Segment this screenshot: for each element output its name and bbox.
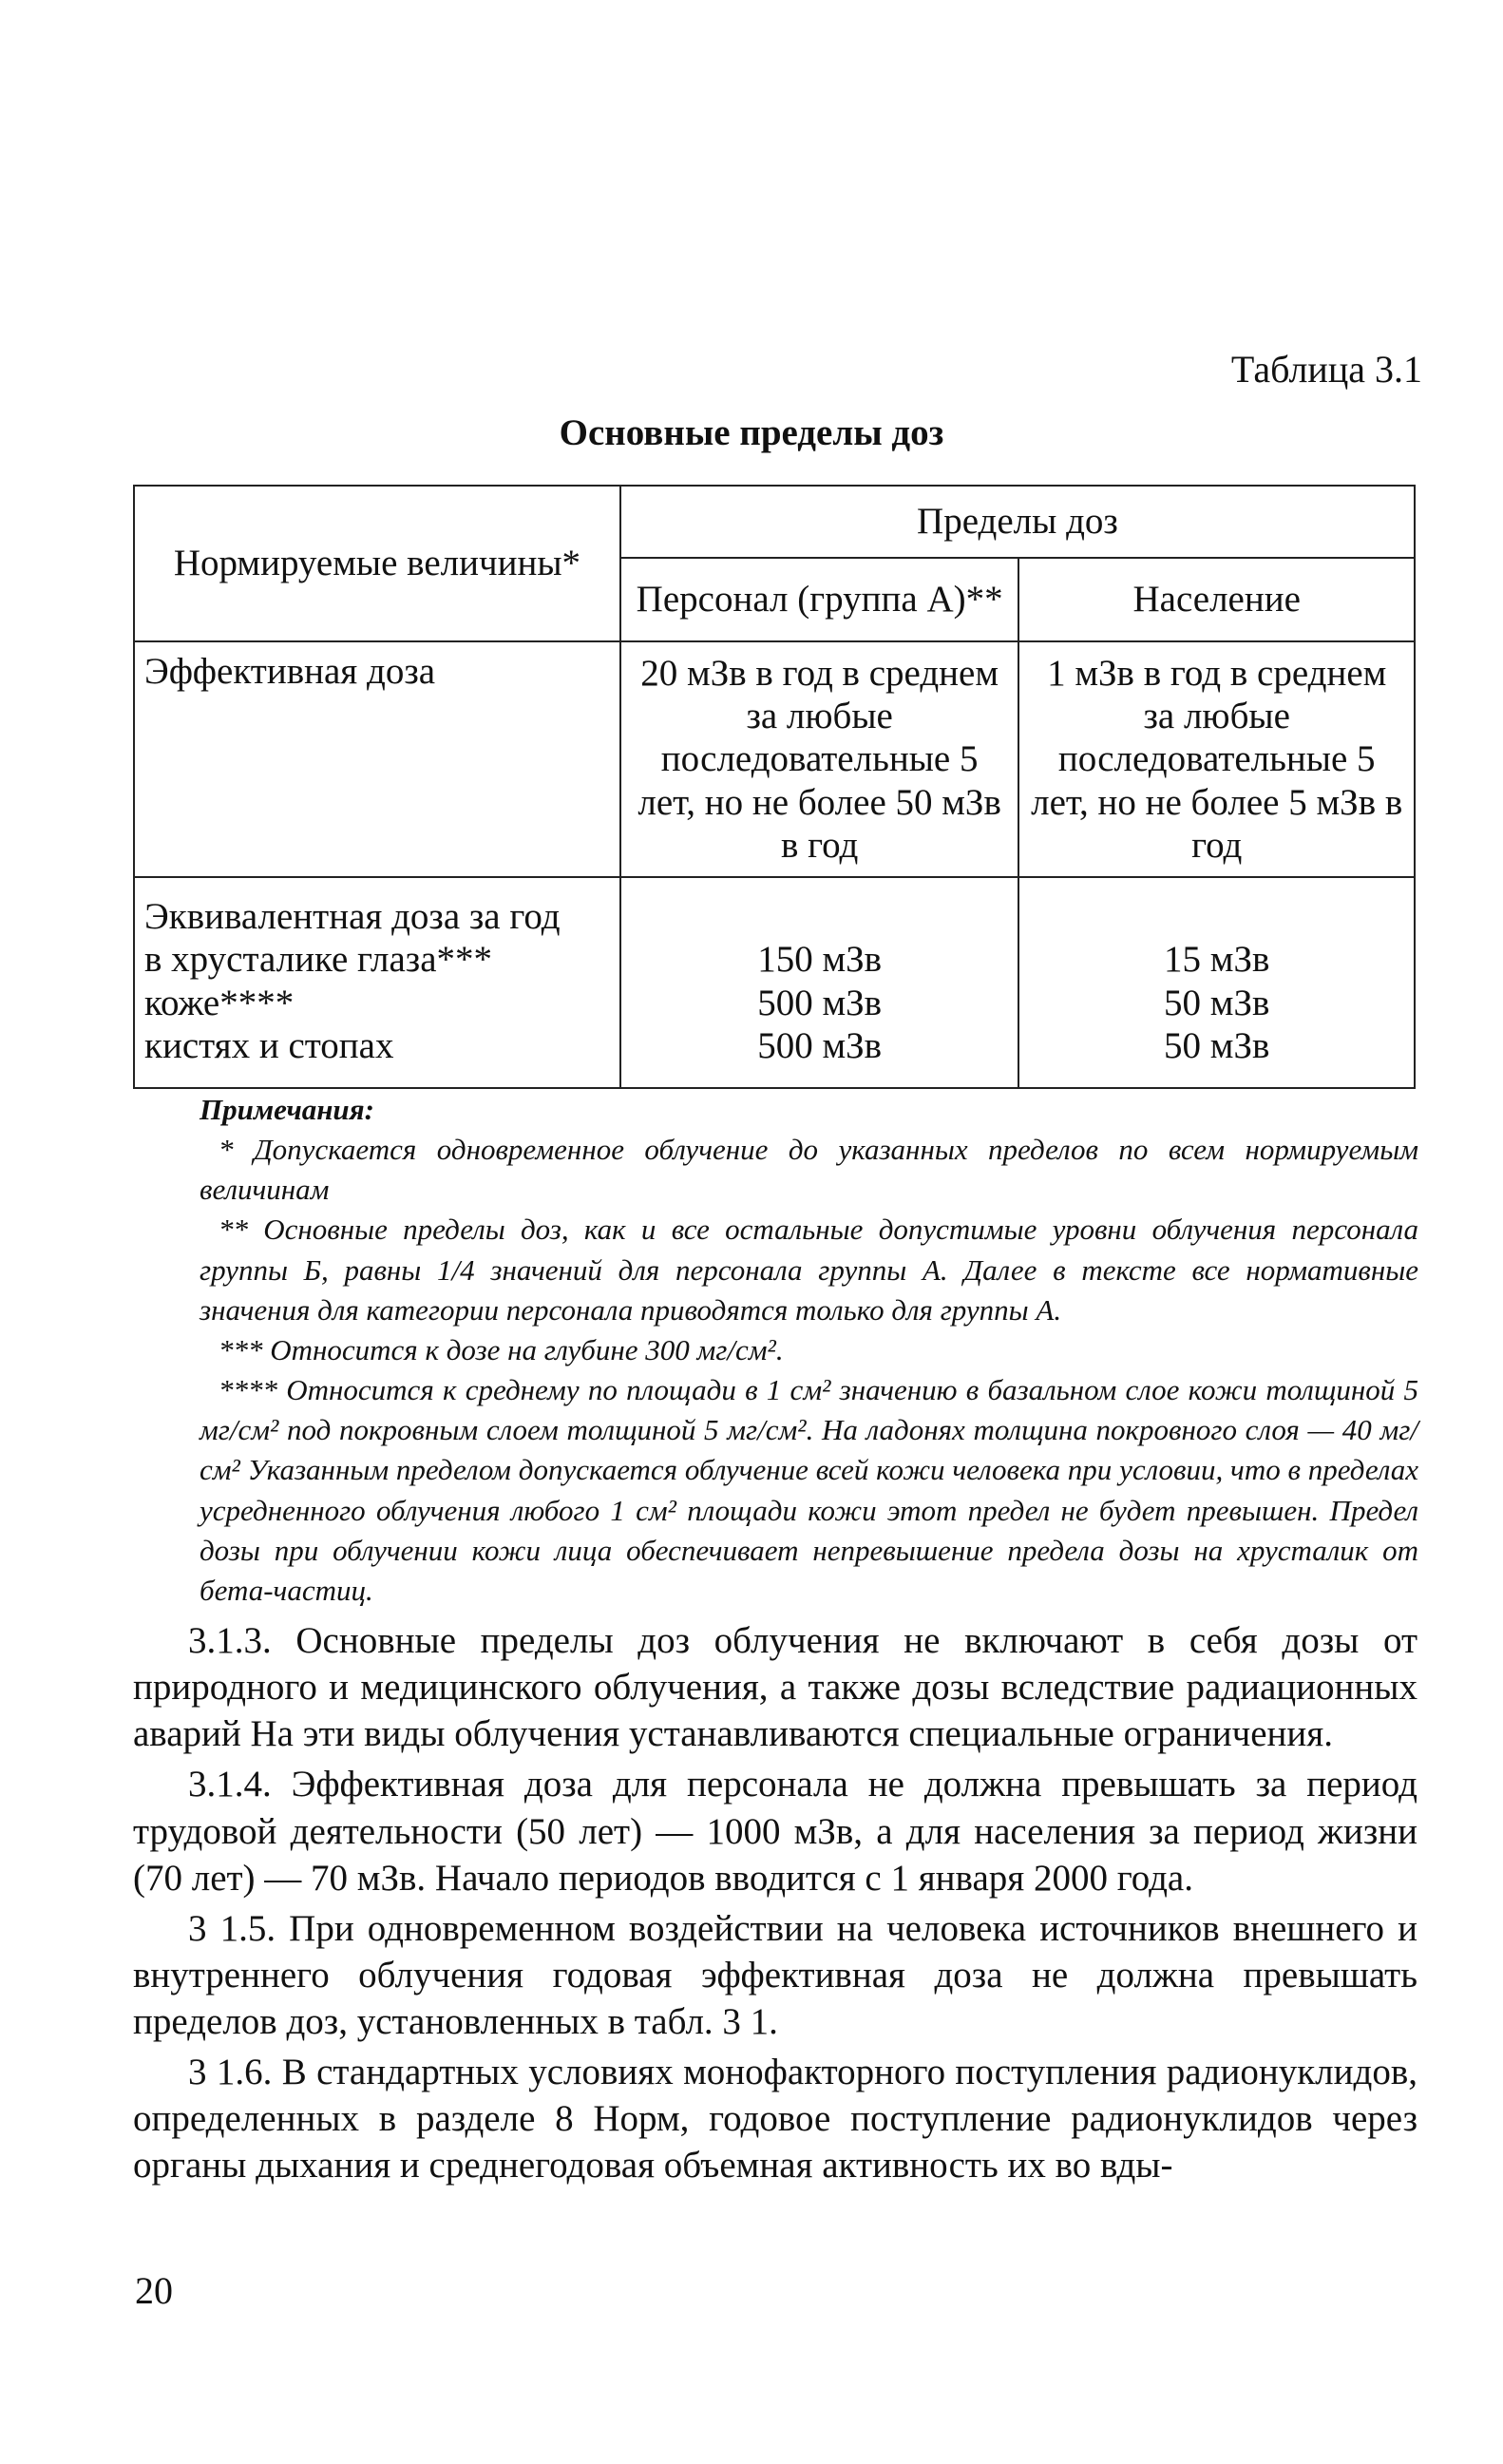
table-label: Таблица 3.1 (1230, 348, 1422, 391)
equivalent-public-values (1018, 877, 1415, 1088)
notes-section (200, 1090, 1418, 1611)
effective-public-value: 1 мЗв в год в среднем за любые последовательные 5 лет, но не более 5 мЗв в год (1018, 641, 1415, 877)
hands-label: кистях и стопах (144, 1024, 394, 1066)
paragraph-3-1-6: 3 1.6. В стандартных условиях монофакторного поступления радионуклидов, определенных в разделе 8 Норм, годовое поступление радионуклидов через органы дыхания и среднегодовая объемная активность их во вды- (133, 2052, 1417, 2187)
table-row (134, 877, 1415, 1088)
note-2: ** Основные пределы доз, как и все остальные допустимые уровни облучения персонала группы Б, равны 1/4 значений для персонала группы А. Далее в тексте все нормативные значения для категории персонала приводятся только для группы А. (200, 1213, 1418, 1327)
paragraph-3-1-3: 3.1.3. Основные пределы доз облучения не включают в себя дозы от природного и медицинского облучения, а также дозы вследствие радиационных аварий На эти виды облучения устанавливаются специальные ограничения. (133, 1620, 1417, 1755)
row-label-equivalent (134, 877, 620, 1088)
skin-label: коже**** (144, 982, 295, 1023)
table-row (134, 641, 1415, 877)
paragraph-3-1-4: 3.1.4. Эффективная доза для персонала не должна превышать за период трудовой деятельности (50 лет) — 1000 мЗв, а для населения за период жизни (70 лет) — 70 мЗв. Начало периодов вводится с 1 января 2000 года. (133, 1764, 1417, 1899)
public-hands-value: 50 мЗв (1164, 1024, 1270, 1066)
paragraph-3-1-5: 3 1.5. При одновременном воздействии на человека источников внешнего и внутреннего облучения годовая эффективная доза не должна превышать пределов доз, установленных в табл. 3 1. (133, 1907, 1417, 2042)
header-staff: Персонал (группа А)** (620, 558, 1019, 641)
equivalent-label: Эквивалентная доза за год (144, 896, 561, 938)
note-3: *** Относится к дозе на глубине 300 мг/см². (219, 1332, 784, 1366)
header-limits: Пределы доз (620, 486, 1415, 558)
header-public: Население (1018, 558, 1415, 641)
dose-limits-table (133, 485, 1416, 1089)
public-skin-value: 50 мЗв (1164, 982, 1270, 1023)
staff-hands-value: 500 мЗв (757, 1024, 883, 1066)
row-label-effective: Эффективная доза (134, 641, 620, 877)
notes-title: Примечания: (200, 1093, 374, 1126)
note-1: * Допускается одновременное облучение до указанных пределов по всем нормируемым величинам (200, 1133, 1418, 1207)
public-lens-value: 15 мЗв (1164, 939, 1270, 981)
staff-skin-value: 500 мЗв (757, 982, 883, 1023)
staff-lens-value: 150 мЗв (757, 939, 883, 981)
equivalent-staff-values (620, 877, 1019, 1088)
table-title: Основные пределы доз (559, 412, 944, 453)
note-4: **** Относится к среднему по площади в 1 см² значению в базальном слое кожи толщиной 5 мг/см² под покровным слоем толщиной 5 мг/см². На ладонях толщина покровного слоя — 40 мг/см² Указанным пределом допускается облучение всей кожи человека при условии, что в пределах усредненного облучения любого 1 см² площади кожи этот предел не будет превышен. Предел дозы при облучении кожи лица обеспечивает непревышение предела дозы на хрусталик от бета-частиц. (200, 1373, 1418, 1607)
page-number: 20 (135, 2269, 173, 2312)
lens-label: в хрусталике глаза*** (144, 939, 493, 981)
effective-staff-value: 20 мЗв в год в среднем за любые последовательные 5 лет, но не более 50 мЗв в год (620, 641, 1019, 877)
body-text (133, 1617, 1417, 2193)
header-quantities: Нормируемые величины* (134, 486, 620, 641)
